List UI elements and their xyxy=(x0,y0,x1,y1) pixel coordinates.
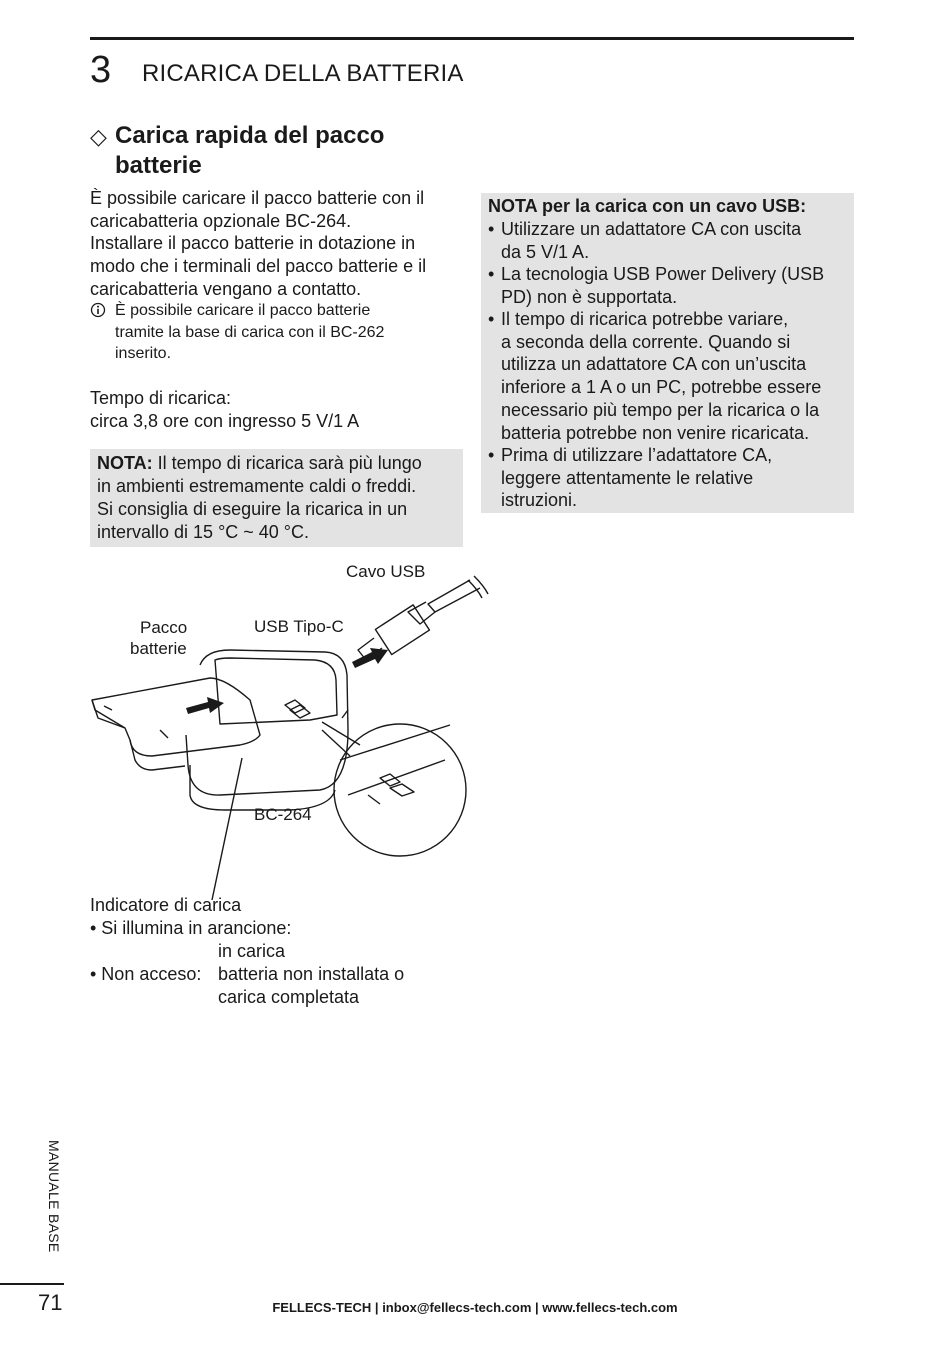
charger-model-label: BC-264 xyxy=(254,805,312,824)
header-rule xyxy=(90,37,854,40)
intro-paragraph xyxy=(90,187,470,301)
note-line: Il tempo di ricarica sarà più lungo xyxy=(152,453,422,473)
footer xyxy=(0,1300,950,1315)
footer-separator: | xyxy=(371,1300,383,1315)
indicator-row-2-value-cont: carica completata xyxy=(218,987,360,1007)
chapter-title: RICARICA DELLA BATTERIA xyxy=(142,60,464,87)
usb-type-c-label: USB Tipo-C xyxy=(254,617,344,636)
charge-time-label: Tempo di ricarica: xyxy=(90,388,232,408)
section-title-line1: Carica rapida del pacco xyxy=(115,122,385,149)
note-line: Si consiglia di eseguire la ricarica in un xyxy=(97,499,408,519)
intro-line: È possibile caricare il pacco batterie con il xyxy=(90,188,425,208)
footer-email: inbox@fellecs-tech.com xyxy=(382,1300,532,1315)
diamond-icon: ◇ xyxy=(90,124,107,149)
note-line: in ambienti estremamente caldi o freddi. xyxy=(97,476,417,496)
indicator-row-1: • Si illumina in arancione: xyxy=(90,918,292,938)
note-line: intervallo di 15 °C ~ 40 °C. xyxy=(97,522,310,542)
charger-illustration xyxy=(90,560,510,900)
note-label: NOTA: xyxy=(97,453,153,473)
info-line: È possibile caricare il pacco batterie xyxy=(115,302,371,319)
usb-note-box: NOTA per la carica con un cavo USB: • Utilizzare un adattatore CA con uscita da 5 V/1 A. • La tecnologia USB Power Delivery (USB PD) non è supportata. • Il tempo di ricarica potrebbe variare, a seconda della corrente. Quando si utilizza un adattatore CA con un’uscita inferiore a 1 A o un PC, potrebbe essere necessario più tempo per la ricarica o la batteria potrebbe non venire ricaricata. • Prima di utilizzare l’adattatore CA, leggere attentamente le relative istruzioni. xyxy=(481,193,854,513)
info-line: tramite la base di carica con il BC-262 xyxy=(115,323,385,341)
indicator-row-2: • Non acceso: xyxy=(90,964,202,984)
charge-time-value: circa 3,8 ore con ingresso 5 V/1 A xyxy=(90,410,360,431)
intro-line: caricabatteria opzionale BC-264. xyxy=(90,210,352,231)
indicator-row-2-value: batteria non installata o xyxy=(218,964,405,984)
info-line: inserito. xyxy=(115,345,172,362)
intro-line: Installare il pacco batterie in dotazione in xyxy=(90,233,416,254)
footer-separator: | xyxy=(531,1300,543,1315)
section-title-line2: batterie xyxy=(115,152,202,179)
charger-drawing xyxy=(90,560,510,900)
side-label: MANUALE BASE xyxy=(46,1140,62,1253)
charge-indicator-legend xyxy=(90,894,405,1009)
charge-time xyxy=(90,387,470,432)
intro-line: modo che i terminali del pacco batterie e il xyxy=(90,256,427,277)
info-icon xyxy=(90,302,106,318)
insert-arrow-icon xyxy=(352,648,388,668)
battery-label-1: Pacco xyxy=(140,618,188,637)
page-number-rule xyxy=(0,1283,64,1285)
indicator-title: Indicatore di carica xyxy=(90,895,242,915)
footer-brand: FELLECS-TECH xyxy=(272,1300,372,1315)
note-box xyxy=(90,449,463,547)
indicator-row-1-value: in carica xyxy=(218,941,286,961)
chapter-number: 3 xyxy=(90,49,112,91)
page-number: 71 xyxy=(38,1290,63,1315)
intro-line: caricabatteria vengano a contatto. xyxy=(90,278,362,299)
battery-label-2: batterie xyxy=(130,639,187,658)
cable-label: Cavo USB xyxy=(346,562,426,581)
usb-note-title: NOTA per la carica con un cavo USB: xyxy=(488,196,807,216)
footer-site: www.fellecs-tech.com xyxy=(542,1300,678,1315)
